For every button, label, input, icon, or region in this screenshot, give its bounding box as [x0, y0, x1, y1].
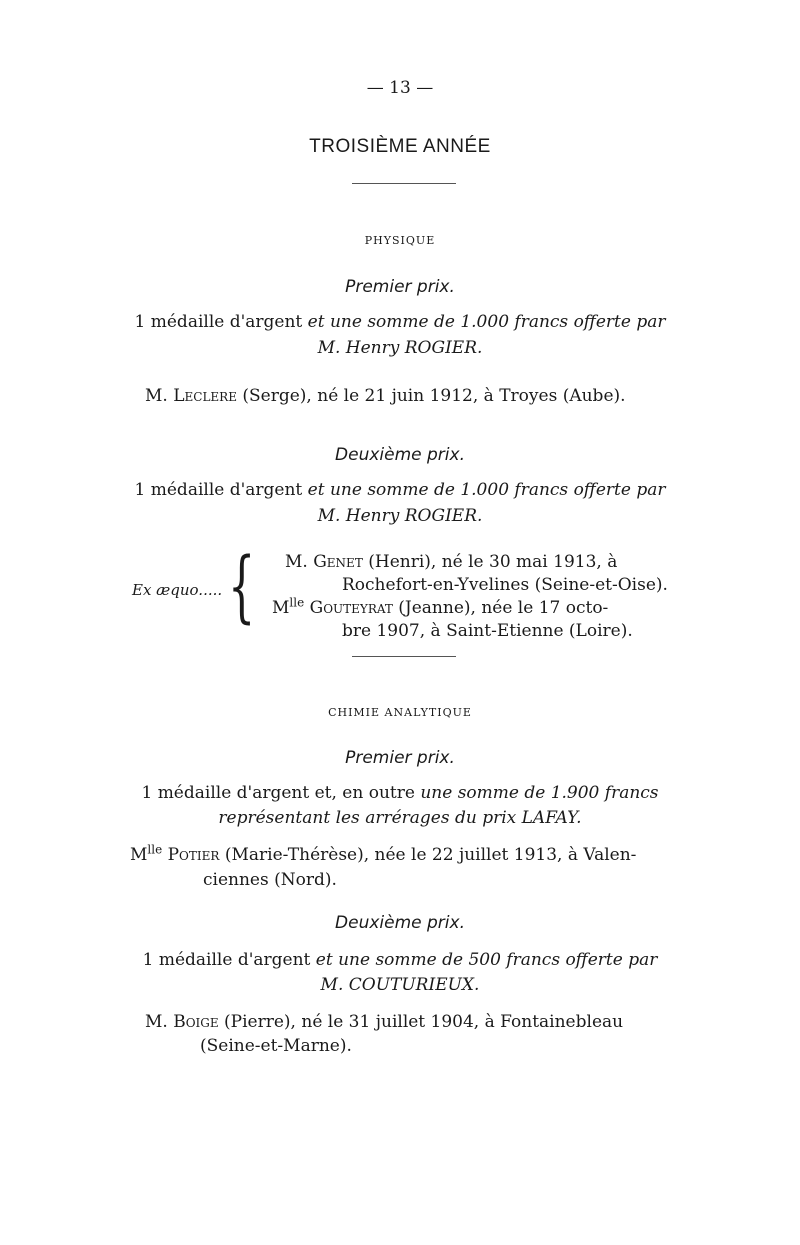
award-description — [0, 783, 800, 803]
award-description — [0, 950, 800, 970]
donor: M. Henry ROGIER. — [317, 506, 483, 526]
winner-title: M — [272, 598, 290, 618]
prize-label: Deuxième prix. — [335, 913, 465, 933]
winner — [130, 842, 637, 865]
winner-name: Potier — [167, 845, 220, 865]
brace-icon: { — [228, 542, 256, 632]
prize-label: Premier prix. — [345, 748, 455, 768]
prize-label: Premier prix. — [345, 277, 455, 297]
winner-details: (Marie-Thérèse), née le 22 juillet 1913, à Valen- — [224, 845, 637, 865]
winner — [272, 595, 609, 618]
award-text: 1 médaille d'argent — [134, 480, 303, 500]
winner-details: (Pierre), né le 31 juillet 1904, à Fontainebleau — [224, 1012, 624, 1032]
prize-label: Deuxième prix. — [335, 445, 465, 465]
award-text: 1 médaille d'argent — [134, 312, 303, 332]
page-title: TROISIÈME ANNÉE — [309, 136, 491, 157]
award-description — [0, 312, 800, 332]
winner-name: Leclere — [173, 386, 237, 406]
winner — [285, 552, 617, 572]
winner — [145, 386, 626, 406]
winner-line-2: Rochefort-en-Yvelines (Seine-et-Oise). — [342, 575, 668, 595]
winner-line-2: ciennes (Nord). — [203, 870, 337, 890]
divider — [352, 656, 456, 657]
ex-aequo-label: Ex æquo..... — [132, 581, 223, 599]
divider — [352, 183, 456, 184]
winner-title: M. — [145, 1012, 168, 1032]
donor: M. COUTURIEUX. — [320, 975, 480, 995]
winner-title: M — [130, 845, 148, 865]
award-text: 1 médaille d'argent — [142, 950, 311, 970]
winner — [145, 1012, 623, 1032]
winner-name: Gouteyrat — [309, 598, 393, 618]
section-heading-physique: PHYSIQUE — [364, 234, 436, 247]
winner-details: (Serge), né le 21 juin 1912, à Troyes (Aube). — [242, 386, 626, 406]
winner-title-suffix: lle — [147, 842, 163, 857]
award-description — [0, 480, 800, 500]
award-text: 1 médaille d'argent et, en outre — [141, 783, 415, 803]
winner-name: Genet — [313, 552, 363, 572]
award-italic-text: et une somme de 1.000 francs offerte par — [307, 312, 666, 332]
winner-title-suffix: lle — [289, 595, 305, 610]
winner-details: (Jeanne), née le 17 octo- — [398, 598, 609, 618]
page-number: — 13 — — [366, 78, 434, 98]
winner-line-2: bre 1907, à Saint-Etienne (Loire). — [342, 621, 633, 641]
winner-line-2: (Seine-et-Marne). — [200, 1036, 352, 1056]
winner-title: M. — [145, 386, 168, 406]
award-italic-text: et une somme de 1.000 francs offerte par — [307, 480, 666, 500]
donor: M. Henry ROGIER. — [317, 338, 483, 358]
winner-name: Boige — [173, 1012, 219, 1032]
section-heading-chimie: CHIMIE ANALYTIQUE — [328, 706, 472, 719]
award-italic-text: et une somme de 500 francs offerte par — [315, 950, 658, 970]
winner-title: M. — [285, 552, 308, 572]
winner-details: (Henri), né le 30 mai 1913, à — [368, 552, 618, 572]
award-italic-text: une somme de 1.900 francs — [420, 783, 659, 803]
award-description-line-2: représentant les arrérages du prix LAFAY. — [218, 808, 582, 828]
